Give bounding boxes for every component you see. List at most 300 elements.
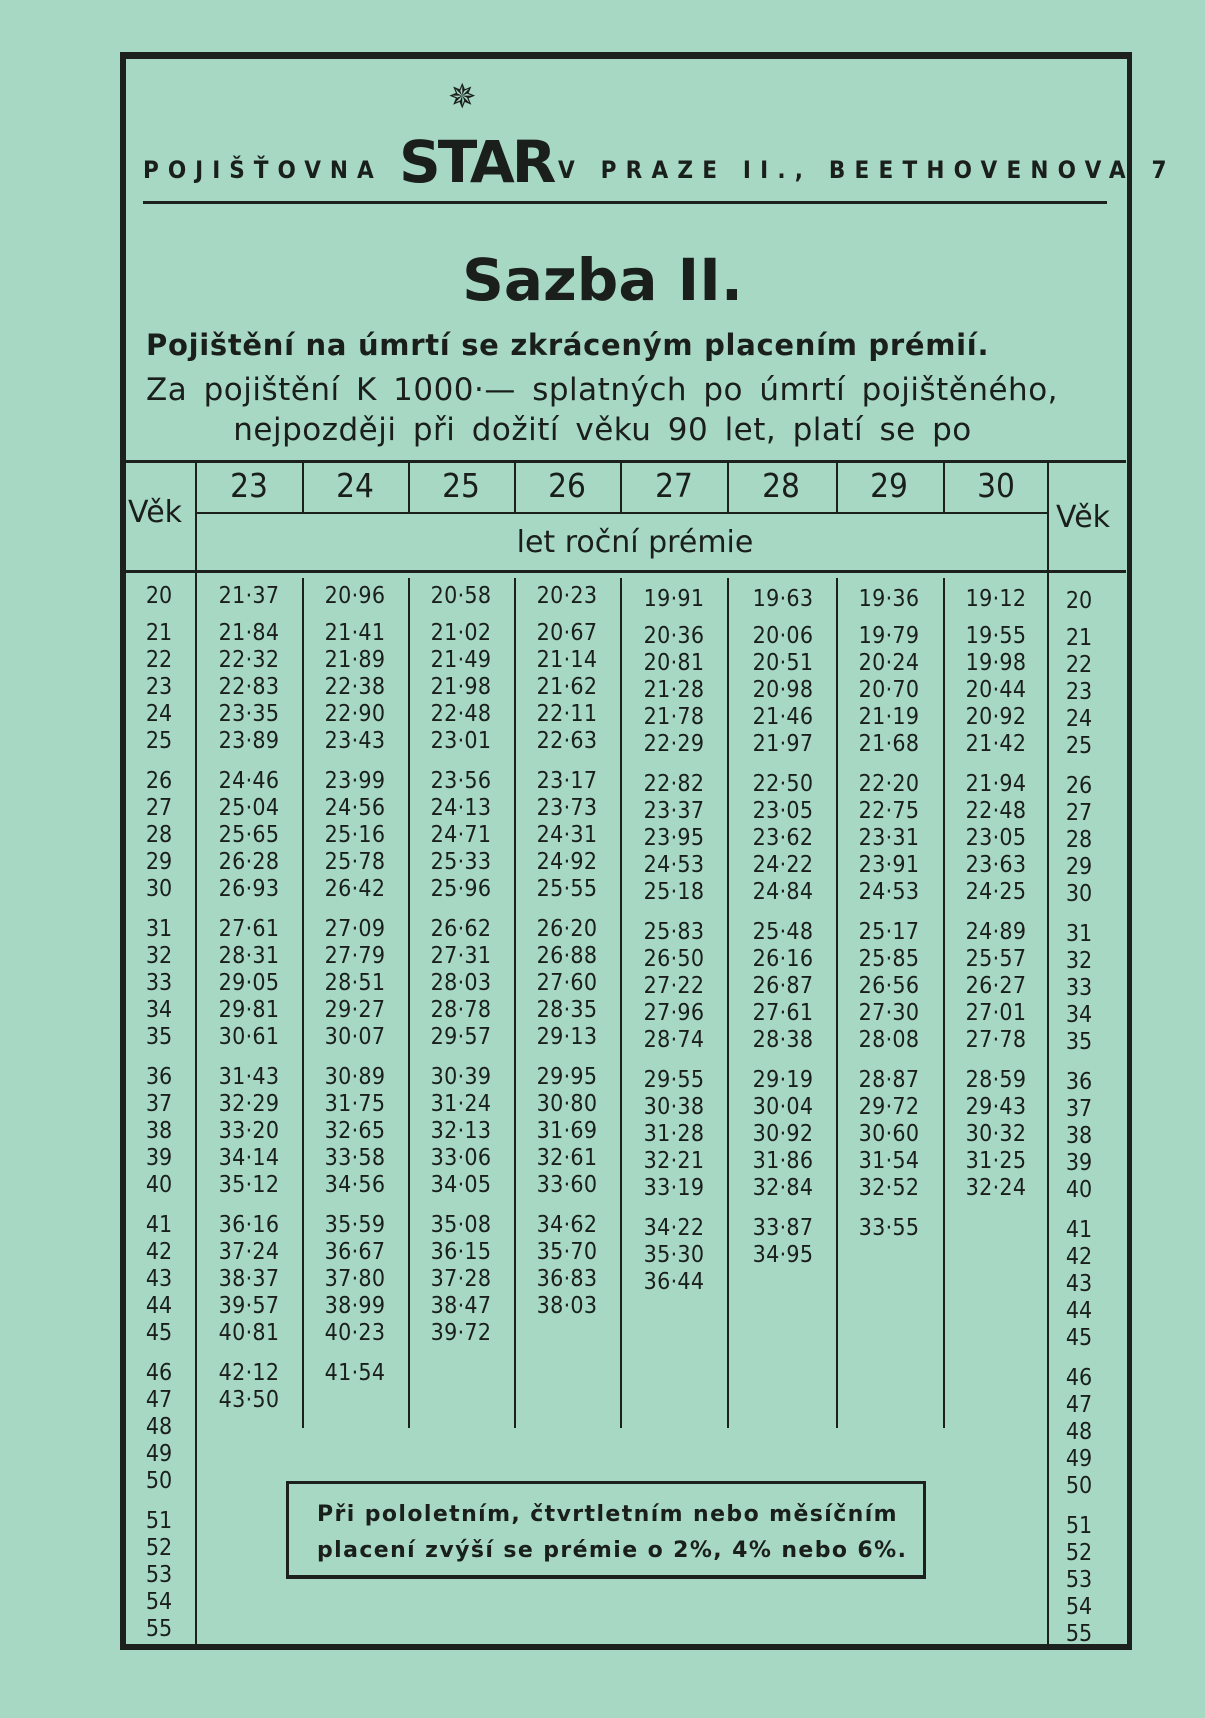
premium-cell: 21·68 [858, 731, 920, 757]
premium-cell: 30·32 [965, 1121, 1027, 1147]
premium-cell: 41·54 [324, 1360, 386, 1386]
column-divider [514, 578, 516, 1428]
premium-cell: 24·31 [536, 822, 598, 848]
age-cell-right: 55 [1065, 1621, 1093, 1647]
premium-cell: 31·54 [858, 1148, 920, 1174]
premium-cell: 27·96 [643, 1000, 705, 1026]
premium-cell: 26·20 [536, 916, 598, 942]
premium-cell: 27·31 [430, 943, 492, 969]
premium-cell: 36·83 [536, 1266, 598, 1292]
premium-cell: 23·05 [752, 798, 814, 824]
year-header: 27 [655, 466, 693, 505]
premium-cell: 36·44 [643, 1269, 705, 1295]
premium-cell: 32·13 [430, 1118, 492, 1144]
age-cell-left: 53 [145, 1562, 173, 1588]
premium-cell: 24·89 [965, 919, 1027, 945]
premium-cell: 27·60 [536, 970, 598, 996]
premium-cell: 19·91 [643, 586, 705, 612]
table-age-divider-left [195, 463, 197, 1648]
premium-cell: 34·95 [752, 1242, 814, 1268]
premium-cell: 26·16 [752, 946, 814, 972]
premium-cell: 26·87 [752, 973, 814, 999]
premium-cell: 19·79 [858, 623, 920, 649]
premium-cell: 20·67 [536, 620, 598, 646]
age-cell-left: 22 [145, 647, 173, 673]
premium-cell: 27·01 [965, 1000, 1027, 1026]
age-cell-right: 54 [1065, 1594, 1093, 1620]
premium-cell: 25·48 [752, 919, 814, 945]
premium-cell: 29·27 [324, 997, 386, 1023]
premium-cell: 21·19 [858, 704, 920, 730]
premium-cell: 20·96 [324, 583, 386, 609]
age-cell-left: 21 [145, 620, 173, 646]
premium-cell: 25·85 [858, 946, 920, 972]
premium-cell: 24·71 [430, 822, 492, 848]
premium-cell: 23·73 [536, 795, 598, 821]
premium-cell: 21·98 [430, 674, 492, 700]
premium-cell: 28·51 [324, 970, 386, 996]
premium-cell: 23·17 [536, 768, 598, 794]
premium-cell: 38·03 [536, 1293, 598, 1319]
age-cell-left: 23 [145, 674, 173, 700]
premium-cell: 35·12 [218, 1172, 280, 1198]
premium-cell: 28·08 [858, 1027, 920, 1053]
premium-cell: 20·44 [965, 677, 1027, 703]
premium-cell: 31·43 [218, 1064, 280, 1090]
age-cell-left: 52 [145, 1535, 173, 1561]
premium-cell: 30·38 [643, 1094, 705, 1120]
premium-cell: 23·99 [324, 768, 386, 794]
age-cell-right: 38 [1065, 1123, 1093, 1149]
premium-cell: 39·57 [218, 1293, 280, 1319]
premium-cell: 38·99 [324, 1293, 386, 1319]
age-cell-right: 41 [1065, 1217, 1093, 1243]
age-label-left: Věk [128, 495, 183, 530]
premium-cell: 31·75 [324, 1091, 386, 1117]
premium-cell: 22·11 [536, 701, 598, 727]
premium-cell: 20·24 [858, 650, 920, 676]
age-cell-right: 36 [1065, 1069, 1093, 1095]
age-cell-right: 29 [1065, 854, 1093, 880]
age-cell-right: 21 [1065, 625, 1093, 651]
premium-cell: 21·78 [643, 704, 705, 730]
premium-cell: 25·17 [858, 919, 920, 945]
premium-cell: 22·38 [324, 674, 386, 700]
premium-cell: 19·63 [752, 586, 814, 612]
premium-cell: 25·33 [430, 849, 492, 875]
age-cell-left: 31 [145, 916, 173, 942]
age-cell-right: 22 [1065, 652, 1093, 678]
column-divider [836, 463, 838, 513]
premium-cell: 23·63 [965, 852, 1027, 878]
premium-cell: 27·22 [643, 973, 705, 999]
table-year-rule [197, 512, 1047, 514]
premium-cell: 35·70 [536, 1239, 598, 1265]
premium-cell: 25·96 [430, 876, 492, 902]
age-cell-left: 25 [145, 728, 173, 754]
header-rule [143, 201, 1107, 204]
premium-cell: 37·80 [324, 1266, 386, 1292]
premium-cell: 29·19 [752, 1067, 814, 1093]
premium-cell: 26·62 [430, 916, 492, 942]
premium-cell: 42·12 [218, 1360, 280, 1386]
age-cell-right: 53 [1065, 1567, 1093, 1593]
column-divider [302, 463, 304, 513]
premium-cell: 26·42 [324, 876, 386, 902]
age-cell-right: 51 [1065, 1513, 1093, 1539]
premium-cell: 29·95 [536, 1064, 598, 1090]
premium-cell: 29·57 [430, 1024, 492, 1050]
premium-cell: 24·53 [643, 852, 705, 878]
age-cell-right: 45 [1065, 1325, 1093, 1351]
age-cell-left: 29 [145, 849, 173, 875]
column-divider [943, 463, 945, 513]
premium-cell: 25·55 [536, 876, 598, 902]
premium-cell: 21·84 [218, 620, 280, 646]
premium-cell: 22·63 [536, 728, 598, 754]
age-cell-right: 32 [1065, 948, 1093, 974]
column-divider [408, 463, 410, 513]
premium-cell: 32·52 [858, 1175, 920, 1201]
age-cell-left: 42 [145, 1239, 173, 1265]
premium-cell: 37·24 [218, 1239, 280, 1265]
premium-cell: 21·46 [752, 704, 814, 730]
age-cell-right: 26 [1065, 773, 1093, 799]
premium-cell: 33·60 [536, 1172, 598, 1198]
column-divider [836, 578, 838, 1428]
premium-cell: 25·16 [324, 822, 386, 848]
age-cell-right: 44 [1065, 1298, 1093, 1324]
premium-cell: 33·20 [218, 1118, 280, 1144]
premium-cell: 43·50 [218, 1387, 280, 1413]
page-subtitle: Pojištění na úmrtí se zkráceným placením prémií. [146, 328, 990, 362]
age-cell-left: 50 [145, 1468, 173, 1494]
age-cell-right: 28 [1065, 827, 1093, 853]
premium-cell: 28·87 [858, 1067, 920, 1093]
premium-cell: 21·42 [965, 731, 1027, 757]
premium-cell: 27·61 [752, 1000, 814, 1026]
premium-cell: 31·86 [752, 1148, 814, 1174]
premium-cell: 22·48 [430, 701, 492, 727]
premium-cell: 23·56 [430, 768, 492, 794]
premium-cell: 31·24 [430, 1091, 492, 1117]
premium-cell: 34·56 [324, 1172, 386, 1198]
premium-cell: 40·81 [218, 1320, 280, 1346]
age-cell-left: 36 [145, 1064, 173, 1090]
age-cell-left: 27 [145, 795, 173, 821]
year-header: 23 [230, 466, 268, 505]
premium-cell: 37·28 [430, 1266, 492, 1292]
premium-cell: 32·65 [324, 1118, 386, 1144]
premium-cell: 23·43 [324, 728, 386, 754]
premium-cell: 35·59 [324, 1212, 386, 1238]
premium-cell: 20·51 [752, 650, 814, 676]
premium-cell: 25·18 [643, 879, 705, 905]
premium-cell: 33·06 [430, 1145, 492, 1171]
premium-cell: 24·22 [752, 852, 814, 878]
premium-cell: 29·72 [858, 1094, 920, 1120]
premium-cell: 19·98 [965, 650, 1027, 676]
premium-cell: 19·12 [965, 586, 1027, 612]
premium-cell: 25·04 [218, 795, 280, 821]
premium-cell: 28·78 [430, 997, 492, 1023]
premium-cell: 36·16 [218, 1212, 280, 1238]
premium-cell: 29·81 [218, 997, 280, 1023]
premium-cell: 19·55 [965, 623, 1027, 649]
premium-cell: 36·15 [430, 1239, 492, 1265]
premium-cell: 29·05 [218, 970, 280, 996]
premium-cell: 24·13 [430, 795, 492, 821]
premium-cell: 25·78 [324, 849, 386, 875]
age-cell-right: 34 [1065, 1002, 1093, 1028]
premium-cell: 23·62 [752, 825, 814, 851]
premium-cell: 34·62 [536, 1212, 598, 1238]
premium-cell: 32·61 [536, 1145, 598, 1171]
premium-cell: 20·23 [536, 583, 598, 609]
premium-cell: 26·93 [218, 876, 280, 902]
premium-cell: 22·83 [218, 674, 280, 700]
star-icon: ✵ [448, 77, 477, 117]
premium-cell: 29·43 [965, 1094, 1027, 1120]
age-cell-right: 30 [1065, 881, 1093, 907]
premium-cell: 27·79 [324, 943, 386, 969]
premium-cell: 40·23 [324, 1320, 386, 1346]
premium-cell: 21·97 [752, 731, 814, 757]
age-cell-left: 45 [145, 1320, 173, 1346]
age-cell-right: 31 [1065, 921, 1093, 947]
premium-cell: 22·20 [858, 771, 920, 797]
premium-cell: 24·25 [965, 879, 1027, 905]
premium-cell: 26·88 [536, 943, 598, 969]
premium-cell: 28·74 [643, 1027, 705, 1053]
premium-cell: 35·08 [430, 1212, 492, 1238]
premium-cell: 30·61 [218, 1024, 280, 1050]
age-cell-left: 47 [145, 1387, 173, 1413]
table-header-bottom-rule [126, 570, 1126, 573]
age-cell-left: 43 [145, 1266, 173, 1292]
premium-cell: 20·81 [643, 650, 705, 676]
premium-cell: 25·65 [218, 822, 280, 848]
age-cell-right: 43 [1065, 1271, 1093, 1297]
age-cell-left: 51 [145, 1508, 173, 1534]
premium-cell: 24·53 [858, 879, 920, 905]
premium-cell: 20·98 [752, 677, 814, 703]
premium-cell: 30·39 [430, 1064, 492, 1090]
premium-cell: 23·37 [643, 798, 705, 824]
note-line-1: Při pololetním, čtvrtletním nebo měsíčním [317, 1502, 898, 1527]
premium-cell: 20·36 [643, 623, 705, 649]
premium-cell: 24·56 [324, 795, 386, 821]
age-cell-left: 37 [145, 1091, 173, 1117]
age-cell-left: 41 [145, 1212, 173, 1238]
age-cell-left: 28 [145, 822, 173, 848]
age-cell-left: 34 [145, 997, 173, 1023]
age-cell-right: 33 [1065, 975, 1093, 1001]
premium-cell: 30·80 [536, 1091, 598, 1117]
age-cell-left: 24 [145, 701, 173, 727]
premium-cell: 23·35 [218, 701, 280, 727]
table-age-divider-right [1047, 463, 1049, 1648]
age-cell-right: 48 [1065, 1419, 1093, 1445]
premium-cell: 28·59 [965, 1067, 1027, 1093]
premium-cell: 29·55 [643, 1067, 705, 1093]
age-cell-left: 35 [145, 1024, 173, 1050]
premium-cell: 32·24 [965, 1175, 1027, 1201]
premium-cell: 26·50 [643, 946, 705, 972]
age-cell-left: 46 [145, 1360, 173, 1386]
premium-cell: 23·31 [858, 825, 920, 851]
premium-cell: 28·03 [430, 970, 492, 996]
page-title: Sazba II. [462, 246, 743, 314]
age-cell-left: 32 [145, 943, 173, 969]
premium-cell: 31·25 [965, 1148, 1027, 1174]
age-cell-left: 54 [145, 1589, 173, 1615]
premium-cell: 24·46 [218, 768, 280, 794]
premium-cell: 27·30 [858, 1000, 920, 1026]
premium-cell: 21·14 [536, 647, 598, 673]
star-logo: STAR [399, 128, 554, 196]
year-header: 26 [548, 466, 586, 505]
premium-cell: 35·30 [643, 1242, 705, 1268]
premium-cell: 27·61 [218, 916, 280, 942]
premium-cell: 33·19 [643, 1175, 705, 1201]
age-cell-right: 25 [1065, 733, 1093, 759]
note-box [286, 1481, 926, 1579]
age-cell-right: 20 [1065, 588, 1093, 614]
age-cell-left: 30 [145, 876, 173, 902]
premium-cell: 33·55 [858, 1215, 920, 1241]
age-cell-right: 46 [1065, 1365, 1093, 1391]
column-divider [620, 578, 622, 1428]
age-cell-right: 39 [1065, 1150, 1093, 1176]
premium-cell: 22·90 [324, 701, 386, 727]
premium-cell: 21·02 [430, 620, 492, 646]
year-header: 25 [442, 466, 480, 505]
premium-cell: 33·58 [324, 1145, 386, 1171]
premium-cell: 26·28 [218, 849, 280, 875]
premium-cell: 20·58 [430, 583, 492, 609]
premium-cell: 21·49 [430, 647, 492, 673]
premium-cell: 38·47 [430, 1293, 492, 1319]
premium-cell: 29·13 [536, 1024, 598, 1050]
premium-cell: 33·87 [752, 1215, 814, 1241]
premium-cell: 23·95 [643, 825, 705, 851]
premium-cell: 30·07 [324, 1024, 386, 1050]
premium-cell: 36·67 [324, 1239, 386, 1265]
premium-cell: 21·94 [965, 771, 1027, 797]
column-divider [727, 463, 729, 513]
premium-cell: 26·56 [858, 973, 920, 999]
premium-cell: 24·84 [752, 879, 814, 905]
premium-cell: 23·91 [858, 852, 920, 878]
age-label-right: Věk [1056, 500, 1111, 535]
premium-cell: 32·21 [643, 1148, 705, 1174]
year-header: 29 [870, 466, 908, 505]
column-divider [408, 578, 410, 1428]
premium-cell: 21·89 [324, 647, 386, 673]
company-header [143, 77, 1176, 196]
premium-cell: 30·04 [752, 1094, 814, 1120]
year-header: 24 [336, 466, 374, 505]
age-cell-right: 23 [1065, 679, 1093, 705]
age-cell-right: 24 [1065, 706, 1093, 732]
premium-cell: 31·28 [643, 1121, 705, 1147]
age-cell-right: 40 [1065, 1177, 1093, 1203]
premium-cell: 22·48 [965, 798, 1027, 824]
premium-cell: 24·92 [536, 849, 598, 875]
age-cell-left: 49 [145, 1441, 173, 1467]
age-cell-right: 52 [1065, 1540, 1093, 1566]
premium-cell: 22·29 [643, 731, 705, 757]
premium-cell: 30·60 [858, 1121, 920, 1147]
premium-cell: 22·32 [218, 647, 280, 673]
age-cell-left: 38 [145, 1118, 173, 1144]
premium-cell: 30·89 [324, 1064, 386, 1090]
premium-cell: 21·62 [536, 674, 598, 700]
premium-cell: 34·22 [643, 1215, 705, 1241]
premium-cell: 21·28 [643, 677, 705, 703]
premium-cell: 34·05 [430, 1172, 492, 1198]
premium-cell: 21·37 [218, 583, 280, 609]
premium-cell: 27·78 [965, 1027, 1027, 1053]
premium-cell: 23·05 [965, 825, 1027, 851]
table-top-rule [126, 460, 1126, 463]
premium-cell: 30·92 [752, 1121, 814, 1147]
column-divider [514, 463, 516, 513]
column-divider [302, 578, 304, 1428]
age-cell-left: 48 [145, 1414, 173, 1440]
premium-cell: 32·29 [218, 1091, 280, 1117]
age-cell-left: 40 [145, 1172, 173, 1198]
age-cell-right: 47 [1065, 1392, 1093, 1418]
age-cell-left: 33 [145, 970, 173, 996]
premium-cell: 32·84 [752, 1175, 814, 1201]
premium-cell: 22·82 [643, 771, 705, 797]
description-line-1: Za pojištění K 1000·— splatných po úmrtí pojištěného, [146, 372, 1059, 408]
age-cell-right: 42 [1065, 1244, 1093, 1270]
age-cell-left: 20 [145, 583, 173, 609]
age-cell-left: 55 [145, 1616, 173, 1642]
premium-cell: 20·06 [752, 623, 814, 649]
age-cell-left: 26 [145, 768, 173, 794]
column-divider [620, 463, 622, 513]
column-divider [727, 578, 729, 1428]
premium-cell: 28·38 [752, 1027, 814, 1053]
premium-cell: 25·57 [965, 946, 1027, 972]
premium-cell: 23·01 [430, 728, 492, 754]
premium-cell: 20·70 [858, 677, 920, 703]
premium-cell: 22·75 [858, 798, 920, 824]
year-header: 28 [762, 466, 800, 505]
premium-cell: 22·50 [752, 771, 814, 797]
company-address: V PRAZE II., BEETHOVENOVA 7 [558, 156, 1176, 184]
premium-cell: 20·92 [965, 704, 1027, 730]
age-cell-left: 44 [145, 1293, 173, 1319]
age-cell-right: 27 [1065, 800, 1093, 826]
premium-cell: 31·69 [536, 1118, 598, 1144]
premium-cell: 26·27 [965, 973, 1027, 999]
premium-cell: 25·83 [643, 919, 705, 945]
age-cell-left: 39 [145, 1145, 173, 1171]
age-cell-right: 37 [1065, 1096, 1093, 1122]
age-cell-right: 35 [1065, 1029, 1093, 1055]
age-cell-right: 50 [1065, 1473, 1093, 1499]
column-divider [943, 578, 945, 1428]
premium-cell: 19·36 [858, 586, 920, 612]
description-line-2: nejpozději při dožití věku 90 let, platí se po [233, 412, 972, 448]
note-line-2: placení zvýší se prémie o 2%, 4% nebo 6%. [317, 1538, 908, 1563]
premium-cell: 34·14 [218, 1145, 280, 1171]
